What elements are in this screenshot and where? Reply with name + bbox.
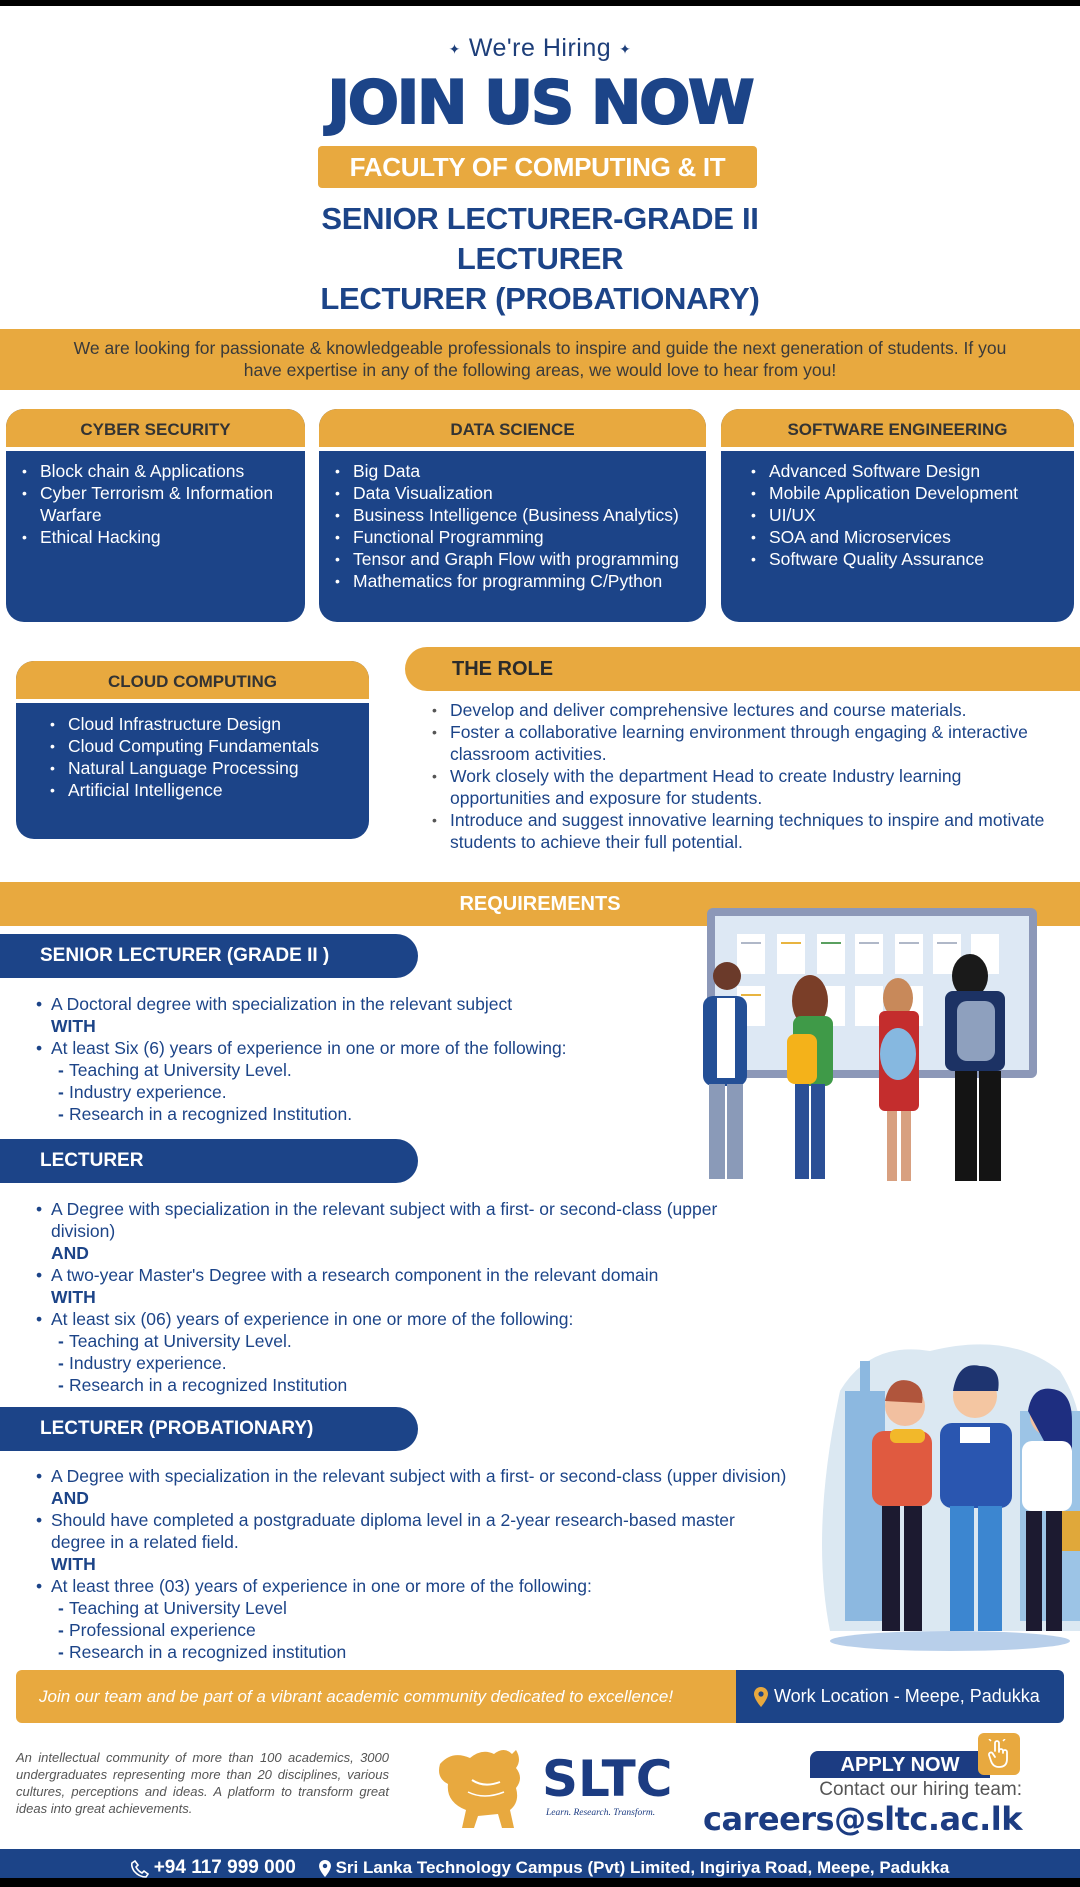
- list-item: • At least Six (6) years of experience in one or more of the following:: [36, 1037, 567, 1059]
- positions-list: [0, 199, 1080, 319]
- list-item: • A Doctoral degree with specialization in the relevant subject: [36, 993, 567, 1015]
- list-item: • Cloud Infrastructure Design: [50, 713, 369, 735]
- phone-icon: [131, 1860, 149, 1878]
- contact-label: Contact our hiring team:: [819, 1779, 1022, 1800]
- list-item: • SOA and Microservices: [751, 526, 1074, 548]
- list-item: • Work closely with the department Head to create Industry learning opportunities and exposure for students.: [432, 765, 1062, 809]
- list-item: • At least three (03) years of experience in one or more of the following:: [36, 1575, 826, 1597]
- area-card-title: SOFTWARE ENGINEERING: [721, 409, 1074, 451]
- position-title: LECTURER (PROBATIONARY): [320, 281, 760, 316]
- location-strip: [736, 1670, 1064, 1723]
- conjunction: WITH: [51, 1554, 96, 1574]
- contact-bar: [0, 1849, 1080, 1878]
- area-card-list: [721, 451, 1074, 570]
- requirements-title: REQUIREMENTS: [0, 882, 1080, 926]
- sub-item: - Research in a recognized Institution.: [36, 1103, 567, 1125]
- students-group-illustration: [810, 1331, 1080, 1661]
- area-card-cyber-security: [6, 409, 305, 622]
- intro-band: We are looking for passionate & knowledgeable professionals to inspire and guide the next generation of students. If you have expertise in any of the following areas, we would love to hear from you!: [0, 329, 1080, 390]
- list-item: • Should have completed a postgraduate diploma level in a 2-year research-based master degree in a related field.: [36, 1509, 776, 1553]
- conjunction: AND: [51, 1488, 89, 1508]
- address-pin-icon: [319, 1860, 331, 1877]
- logo-name: SLTC: [542, 1750, 673, 1808]
- position-title: SENIOR LECTURER-GRADE II: [321, 201, 759, 236]
- requirement-title-lecturer: LECTURER: [0, 1139, 418, 1183]
- list-item: • UI/UX: [751, 504, 1074, 526]
- sparkle-icon: ✦: [448, 40, 461, 57]
- requirement-list-senior: [36, 993, 567, 1125]
- area-card-title: CYBER SECURITY: [6, 409, 305, 451]
- list-item: • Software Quality Assurance: [751, 548, 1074, 570]
- list-item: • Tensor and Graph Flow with programming: [335, 548, 706, 570]
- list-item: • A Degree with specialization in the relevant subject with a first- or second-class (upper division): [36, 1198, 756, 1242]
- list-item: • At least six (06) years of experience in one or more of the following:: [36, 1308, 756, 1330]
- area-card-data-science: [319, 409, 706, 622]
- conjunction: WITH: [51, 1287, 96, 1307]
- sub-item: - Research in a recognized institution: [36, 1641, 826, 1663]
- requirement-title-probationary: LECTURER (PROBATIONARY): [0, 1407, 418, 1451]
- sub-item: - Teaching at University Level.: [36, 1059, 567, 1081]
- list-item: • Big Data: [335, 460, 706, 482]
- list-item: • Data Visualization: [335, 482, 706, 504]
- list-item: • Mobile Application Development: [751, 482, 1074, 504]
- list-item: • Block chain & Applications: [22, 460, 305, 482]
- list-item: • Mathematics for programming C/Python: [335, 570, 706, 592]
- sub-item: - Professional experience: [36, 1619, 826, 1641]
- role-list: [432, 699, 1062, 853]
- list-item: • Natural Language Processing: [50, 757, 369, 779]
- sub-item: - Industry experience.: [36, 1352, 756, 1374]
- role-title: THE ROLE: [405, 647, 1080, 691]
- list-item: • Cyber Terrorism & Information Warfare: [22, 482, 305, 526]
- sparkle-icon: ✦: [619, 40, 632, 57]
- area-card-software-engineering: [721, 409, 1074, 622]
- logo-tagline: Learn. Research. Transform.: [546, 1808, 656, 1818]
- requirement-list-probationary: [36, 1465, 826, 1663]
- list-item: • Foster a collaborative learning environment through engaging & interactive classroom activities.: [432, 721, 1062, 765]
- location-pin-icon: [754, 1687, 768, 1707]
- list-item: • Develop and deliver comprehensive lectures and course materials.: [432, 699, 1062, 721]
- area-card-cloud-computing: [16, 661, 369, 839]
- list-item: • A two-year Master's Degree with a research component in the relevant domain: [36, 1264, 756, 1286]
- requirement-title-senior: SENIOR LECTURER (GRADE II ): [0, 934, 418, 978]
- about-text: An intellectual community of more than 100 academics, 3000 undergraduates representing more than 20 disciplines, various cultures, perceptions and ideas. A platform to transform great ideas into great achievements.: [16, 1750, 389, 1816]
- list-item: • Business Intelligence (Business Analytics): [335, 504, 706, 526]
- contact-email-link[interactable]: careers@sltc.ac.lk: [703, 1800, 1022, 1838]
- list-item: • Ethical Hacking: [22, 526, 305, 548]
- sub-item: - Research in a recognized Institution: [36, 1374, 756, 1396]
- faculty-badge: FACULTY OF COMPUTING & IT: [318, 146, 757, 188]
- area-card-title: DATA SCIENCE: [319, 409, 706, 451]
- list-item: • Artificial Intelligence: [50, 779, 369, 801]
- requirement-list-lecturer: [36, 1198, 756, 1396]
- location-text: Work Location - Meepe, Padukka: [774, 1686, 1040, 1706]
- list-item: • Functional Programming: [335, 526, 706, 548]
- apply-now-hand-icon[interactable]: [978, 1733, 1020, 1775]
- phone-number[interactable]: +94 117 999 000: [153, 1857, 296, 1878]
- pointer-hand-icon: [986, 1739, 1012, 1769]
- conjunction: AND: [51, 1243, 89, 1263]
- job-poster: [0, 6, 1080, 1878]
- list-item: • Introduce and suggest innovative learning techniques to inspire and motivate students to achieve their full potential.: [432, 809, 1062, 853]
- sub-item: - Industry experience.: [36, 1081, 567, 1103]
- area-card-list: [319, 451, 706, 592]
- students-noticeboard-illustration: [665, 906, 1055, 1191]
- conjunction: WITH: [51, 1016, 96, 1036]
- apply-now-button[interactable]: APPLY NOW: [810, 1751, 990, 1778]
- tagline-strip: Join our team and be part of a vibrant academic community dedicated to excellence!: [16, 1670, 736, 1723]
- hiring-label: [0, 34, 1080, 63]
- list-item: • Advanced Software Design: [751, 460, 1074, 482]
- area-card-list: [6, 451, 305, 548]
- area-card-list: [16, 703, 369, 801]
- list-item: • A Degree with specialization in the relevant subject with a first- or second-class (upper division): [36, 1465, 826, 1487]
- area-card-title: CLOUD COMPUTING: [16, 661, 369, 703]
- list-item: • Cloud Computing Fundamentals: [50, 735, 369, 757]
- sub-item: - Teaching at University Level: [36, 1597, 826, 1619]
- address-text: Sri Lanka Technology Campus (Pvt) Limited, Ingiriya Road, Meepe, Padukka: [335, 1858, 950, 1877]
- position-title: LECTURER: [456, 241, 624, 276]
- hiring-text: We're Hiring: [468, 34, 612, 62]
- sub-item: - Teaching at University Level.: [36, 1330, 756, 1352]
- headline: JOIN US NOW: [327, 68, 753, 138]
